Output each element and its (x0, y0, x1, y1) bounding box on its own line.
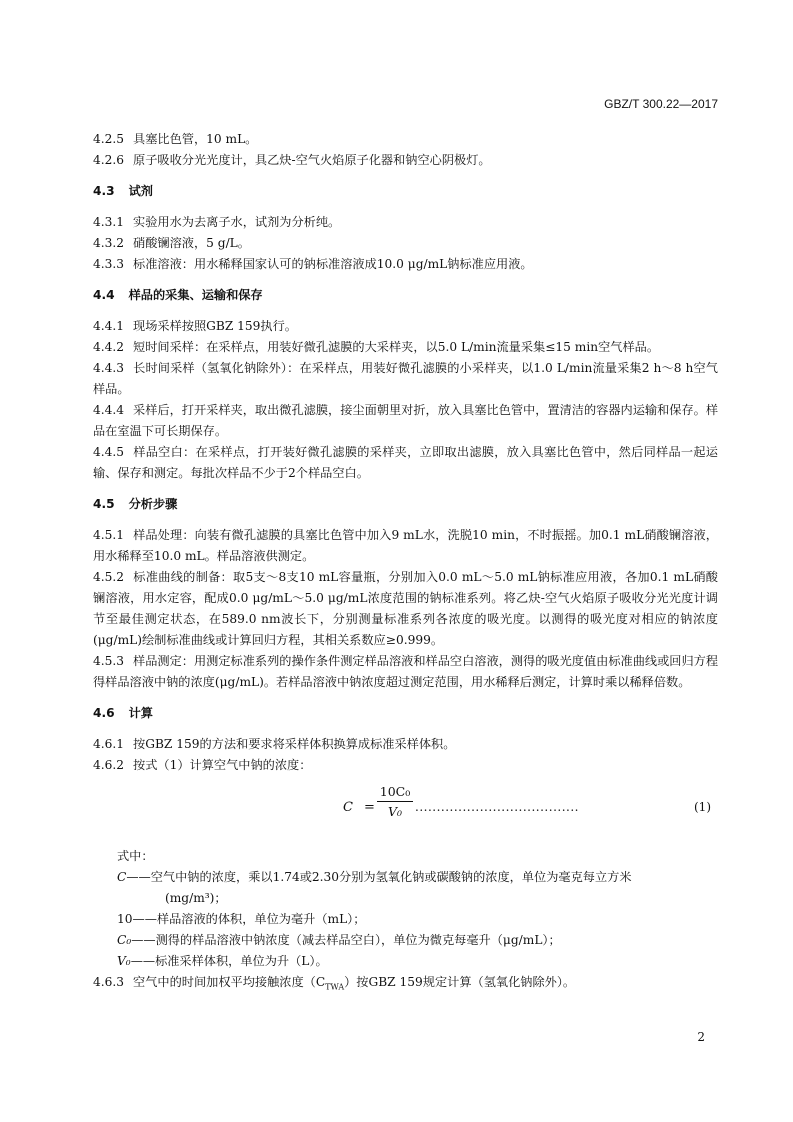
clause-number: 4.4.2 (93, 340, 125, 354)
clause-4-4-5 (93, 442, 718, 484)
clause-number: 4.3.3 (93, 257, 125, 271)
definition-text: ——标准采样体积，单位为升（L）。 (130, 954, 328, 968)
definition-text: ——空气中钠的浓度，乘以1.74或2.30分别为氢氧化钠或碳酸钠的浓度，单位为毫克每立方米 (126, 870, 632, 884)
section-heading-4-4 (93, 285, 718, 306)
clause-text: 标准溶液：用水稀释国家认可的钠标准溶液成10.0 μg/mL钠标准应用液。 (133, 257, 533, 271)
section-title: 样品的采集、运输和保存 (128, 288, 263, 302)
clause-text: 标准曲线的制备：取5支～8支10 mL容量瓶，分别加入0.0 mL～5.0 mL钠标准应用液，各加0.1 mL硝酸镧溶液，用水定容，配成0.0 μg/mL～5.0 μg/mL浓度范围的钠标准系列。将乙炔-空气火焰原子吸收分光光度计调节至最佳测定状态，在589.0 nm波长下，分别测量标准系列各浓度的吸光度。以测得的吸光度对相应的钠浓度(μg/mL)绘制标准曲线或计算回归方程，其相关系数应≥0.999。 (93, 570, 718, 647)
section-number: 4.5 (93, 497, 115, 511)
clause-number: 4.2.5 (93, 132, 125, 146)
clause-text-cont: ）按GBZ 159规定计算（氢氧化钠除外）。 (344, 975, 576, 989)
formula-label: (1) (694, 800, 711, 814)
section-number: 4.6 (93, 706, 115, 720)
section-heading-4-3 (93, 181, 718, 202)
clause-number: 4.4.5 (93, 445, 125, 459)
clause-number: 4.4.1 (93, 319, 125, 333)
definition-item (117, 867, 718, 888)
clause-number: 4.3.2 (93, 236, 125, 250)
clause-4-4-2 (93, 337, 718, 358)
clause-4-6-1 (93, 734, 718, 755)
formula-1 (93, 782, 718, 840)
clause-text: 原子吸收分光光度计，具乙炔-空气火焰原子化器和钠空心阴极灯。 (133, 153, 491, 167)
clause-4-5-3 (93, 651, 718, 693)
clause-number: 4.6.2 (93, 758, 125, 772)
section-title: 计算 (128, 706, 153, 720)
formula-lhs: C (343, 800, 353, 815)
clause-number: 4.5.1 (93, 528, 125, 542)
definition-item (117, 930, 718, 951)
clause-4-3-3 (93, 254, 718, 275)
clause-number: 4.4.4 (93, 403, 125, 417)
clause-text: 样品测定：用测定标准系列的操作条件测定样品溶液和样品空白溶液，测得的吸光度值由标准曲线或回归方程得样品溶液中钠的浓度(μg/mL)。若样品溶液中钠浓度超过测定范围，用水稀释后测定，计算时乘以稀释倍数。 (93, 654, 719, 689)
clause-text: 实验用水为去离子水，试剂为分析纯。 (133, 215, 341, 229)
clause-4-4-1 (93, 316, 718, 337)
clause-4-2-5 (93, 129, 718, 150)
definition-symbol: V₀ (117, 954, 131, 968)
section-heading-4-6 (93, 703, 718, 724)
clause-4-3-2 (93, 233, 718, 254)
clause-text: 空气中的时间加权平均接触浓度（C (133, 975, 326, 989)
clause-text: 按式（1）计算空气中钠的浓度： (133, 758, 312, 772)
clause-4-6-3 (93, 972, 718, 997)
clause-text: 硝酸镧溶液，5 g/L。 (133, 236, 250, 250)
clause-text: 长时间采样（氢氧化钠除外）：在采样点，用装好微孔滤膜的小采样夹，以1.0 L/min流量采集2 h～8 h空气样品。 (93, 361, 718, 396)
formula-leader-dots: ...................................... (415, 800, 579, 814)
definition-item (117, 951, 718, 972)
formula-fraction (377, 784, 413, 819)
section-title: 试剂 (128, 184, 153, 198)
clause-text: 样品空白：在采样点，打开装好微孔滤膜的采样夹，立即取出滤膜，放入具塞比色管中，然后同样品一起运输、保存和测定。每批次样品不少于2个样品空白。 (93, 445, 718, 480)
definition-symbol: C (117, 870, 127, 884)
clause-text: 按GBZ 159的方法和要求将采样体积换算成标准采样体积。 (133, 737, 456, 751)
definition-text: ——样品溶液的体积，单位为毫升（mL）； (132, 912, 366, 926)
clause-4-3-1 (93, 212, 718, 233)
section-number: 4.4 (93, 288, 115, 302)
clause-number: 4.3.1 (93, 215, 125, 229)
symbol-definitions (93, 867, 718, 972)
formula-equals: = (364, 800, 375, 815)
clause-text: 样品处理：向装有微孔滤膜的具塞比色管中加入9 mL水，洗脱10 min，不时振摇。加0.1 mL硝酸镧溶液，用水稀释至10.0 mL。样品溶液供测定。 (93, 528, 718, 563)
clause-4-5-1 (93, 525, 718, 567)
definition-symbol: C₀ (117, 933, 132, 947)
clause-text: 短时间采样：在采样点，用装好微孔滤膜的大采样夹，以5.0 L/min流量采集≤15 min空气样品。 (133, 340, 660, 354)
standard-code: GBZ/T 300.22—2017 (604, 97, 718, 111)
formula-numerator: 10C₀ (377, 784, 413, 802)
twa-subscript: TWA (325, 982, 345, 992)
definition-text: ——测得的样品溶液中钠浓度（减去样品空白），单位为微克每毫升（μg/mL）； (131, 933, 561, 947)
clause-text: 采样后，打开采样夹，取出微孔滤膜，接尘面朝里对折，放入具塞比色管中，置清洁的容器内运输和保存。样品在室温下可长期保存。 (93, 403, 719, 438)
clause-4-6-2 (93, 755, 718, 776)
definition-item (117, 909, 718, 930)
clause-4-5-2 (93, 567, 718, 651)
clause-4-2-6 (93, 150, 718, 171)
clause-4-4-3 (93, 358, 718, 400)
formula-denominator: V₀ (387, 804, 403, 819)
clause-number: 4.6.1 (93, 737, 125, 751)
section-number: 4.3 (93, 184, 115, 198)
clause-number: 4.6.3 (93, 975, 125, 989)
clause-number: 4.2.6 (93, 153, 125, 167)
document-body (93, 129, 718, 997)
definition-symbol: 10 (117, 912, 133, 926)
definition-continuation: (mg/m³)； (165, 891, 227, 905)
clause-number: 4.5.2 (93, 570, 125, 584)
where-label: 式中： (117, 849, 154, 863)
clause-text: 具塞比色管，10 mL。 (133, 132, 258, 146)
page-number: 2 (697, 1030, 705, 1044)
clause-number: 4.5.3 (93, 654, 125, 668)
clause-text: 现场采样按照GBZ 159执行。 (133, 319, 297, 333)
clause-4-4-4 (93, 400, 718, 442)
section-title: 分析步骤 (128, 497, 178, 511)
clause-number: 4.4.3 (93, 361, 125, 375)
section-heading-4-5 (93, 494, 718, 515)
